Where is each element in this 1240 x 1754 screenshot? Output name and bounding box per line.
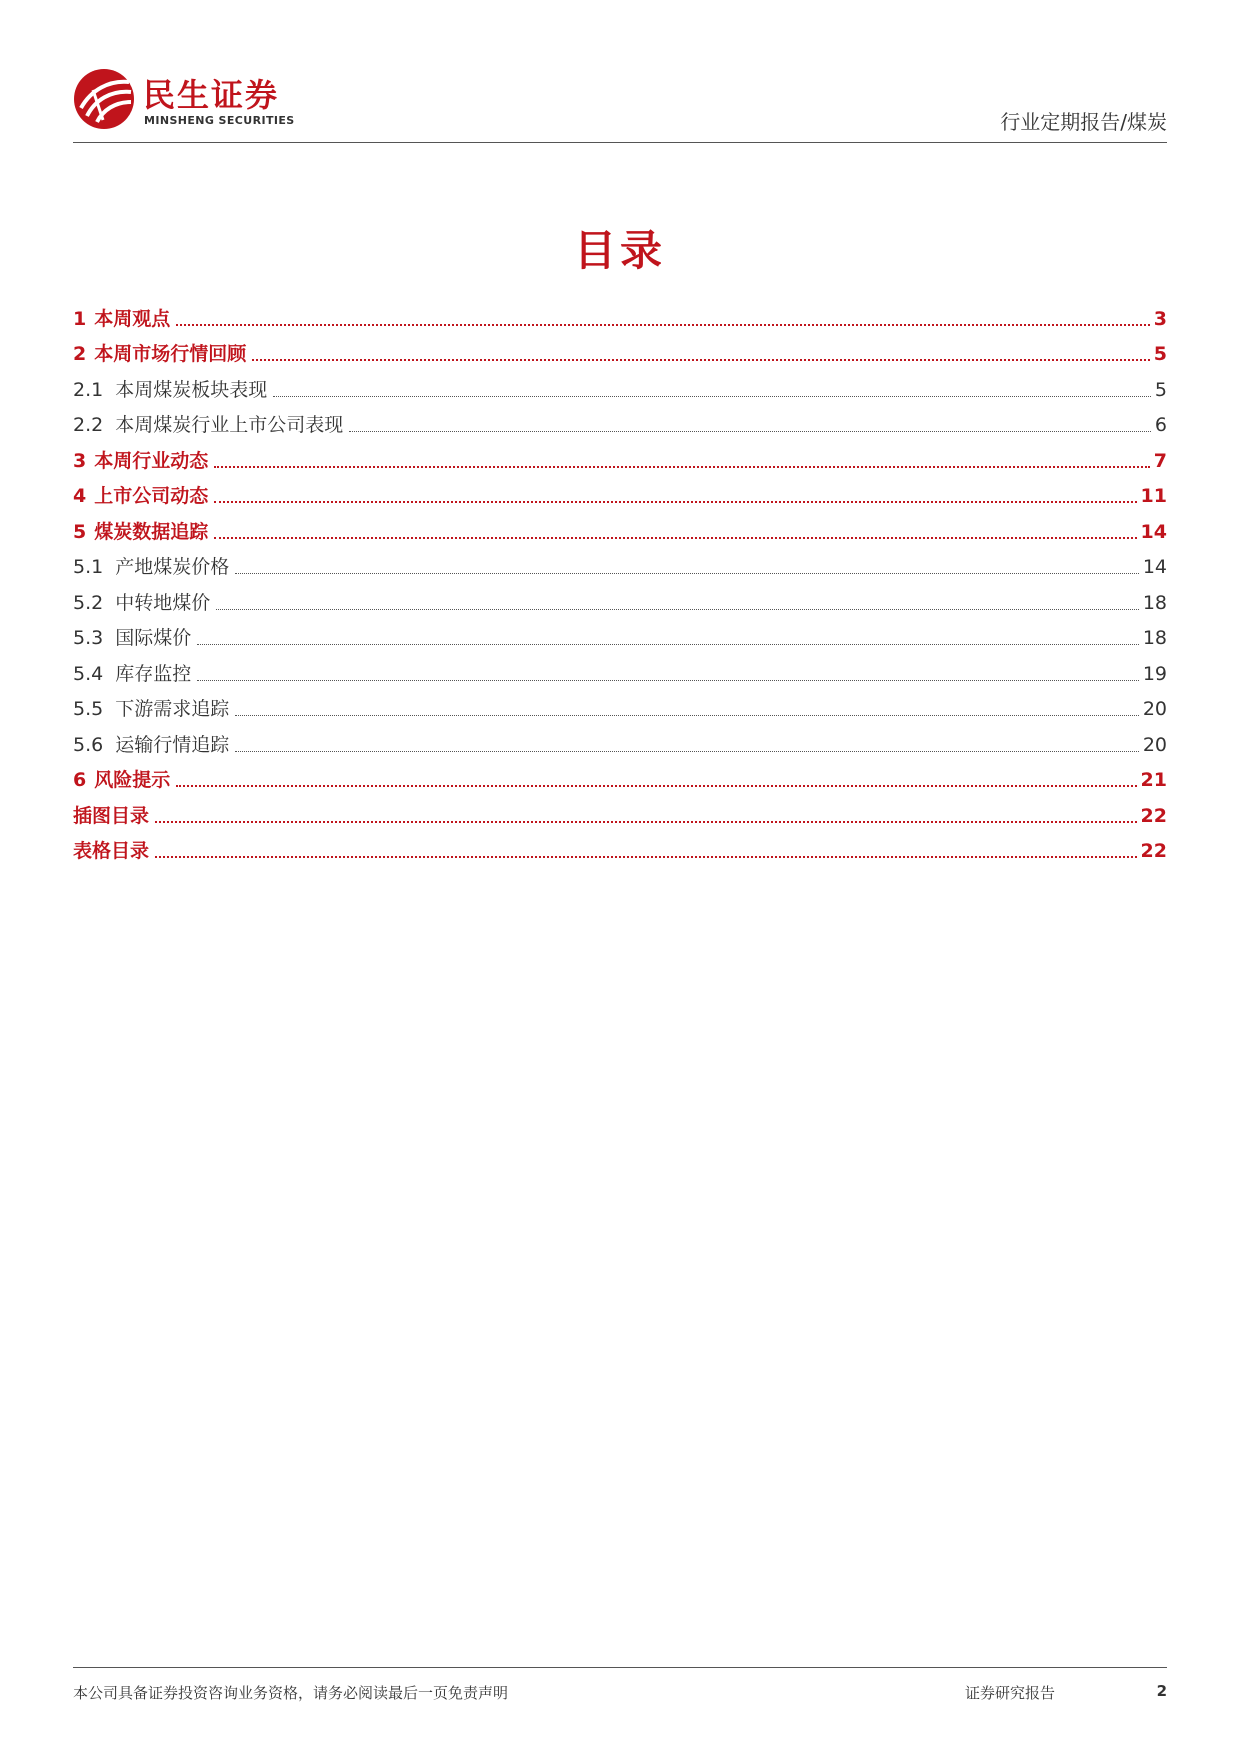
footer-disclaimer: 本公司具备证券投资咨询业务资格，请务必阅读最后一页免责声明 [73, 1684, 509, 1702]
toc-entry-label: 风险提示 [94, 769, 171, 791]
toc-entry-page: 5 [1154, 378, 1167, 401]
toc-dot-leader [197, 680, 1139, 681]
toc-entry-number: 5.2 [73, 591, 104, 614]
toc-dot-leader [214, 466, 1150, 468]
toc-entry-page: 22 [1140, 840, 1167, 862]
table-of-contents [73, 296, 1167, 864]
toc-dot-leader [273, 396, 1151, 397]
minsheng-logo-icon [73, 68, 135, 130]
toc-entry-label: 库存监控 [115, 662, 192, 685]
toc-entry-label: 下游需求追踪 [115, 698, 230, 720]
toc-entry[interactable] [73, 722, 1167, 758]
toc-entry[interactable] [73, 509, 1167, 545]
toc-entry-page: 3 [1153, 307, 1167, 330]
toc-entry[interactable] [73, 438, 1167, 474]
toc-entry-number: 2 [73, 343, 87, 365]
toc-dot-leader [235, 751, 1139, 752]
toc-entry[interactable] [73, 545, 1167, 581]
toc-dot-leader [214, 501, 1136, 503]
toc-entry-page: 5 [1153, 343, 1167, 365]
toc-dot-leader [176, 324, 1150, 326]
toc-dot-leader [216, 609, 1139, 610]
page-title: 目录 [573, 226, 666, 275]
toc-entry-page: 19 [1142, 662, 1167, 685]
toc-entry-number: 5 [73, 520, 87, 543]
toc-dot-leader [155, 856, 1137, 858]
toc-entry-number: 5.4 [73, 662, 104, 685]
page-number: 2 [1156, 1682, 1167, 1700]
toc-entry-page: 22 [1140, 804, 1167, 827]
toc-entry-number: 2.1 [73, 378, 104, 401]
toc-entry-page: 11 [1140, 485, 1167, 507]
toc-dot-leader [235, 573, 1139, 574]
logo-english-name: MINSHENG SECURITIES [144, 114, 295, 127]
toc-dot-leader [197, 644, 1139, 645]
toc-entry-page: 18 [1142, 591, 1167, 614]
toc-entry-label: 本周煤炭行业上市公司表现 [115, 414, 344, 436]
toc-entry-number: 5.1 [73, 556, 104, 578]
toc-entry-label: 插图目录 [73, 804, 150, 827]
toc-entry-number: 5.6 [73, 733, 104, 756]
footer-divider [73, 1667, 1167, 1668]
header-divider [73, 142, 1167, 143]
toc-dot-leader [349, 431, 1151, 432]
toc-dot-leader [176, 785, 1136, 787]
report-type: 行业定期报告/煤炭 [1000, 110, 1167, 134]
toc-entry[interactable] [73, 580, 1167, 616]
footer-doc-type: 证券研究报告 [965, 1684, 1056, 1702]
toc-dot-leader [235, 715, 1139, 716]
toc-entry[interactable] [73, 793, 1167, 829]
toc-entry[interactable] [73, 474, 1167, 510]
toc-entry-page: 6 [1154, 414, 1167, 436]
toc-entry-number: 3 [73, 449, 87, 472]
toc-entry-label: 产地煤炭价格 [115, 556, 230, 578]
logo-chinese-name: 民生证券 [143, 76, 280, 114]
toc-entry-page: 20 [1142, 698, 1167, 720]
toc-dot-leader [252, 359, 1150, 361]
toc-entry-number: 5.3 [73, 627, 104, 649]
toc-entry-label: 中转地煤价 [115, 591, 211, 614]
toc-entry-page: 21 [1140, 769, 1167, 791]
toc-entry[interactable] [73, 367, 1167, 403]
toc-entry[interactable] [73, 332, 1167, 368]
toc-entry[interactable] [73, 403, 1167, 439]
toc-entry-label: 本周煤炭板块表现 [115, 378, 268, 401]
toc-entry[interactable] [73, 296, 1167, 332]
toc-entry-label: 上市公司动态 [94, 485, 209, 507]
toc-entry[interactable] [73, 687, 1167, 723]
toc-entry-page: 20 [1142, 733, 1167, 756]
toc-entry-page: 14 [1140, 520, 1167, 543]
toc-entry-page: 18 [1142, 627, 1167, 649]
toc-entry[interactable] [73, 616, 1167, 652]
toc-dot-leader [155, 821, 1137, 823]
toc-entry-page: 14 [1142, 556, 1167, 578]
toc-entry[interactable] [73, 651, 1167, 687]
toc-entry-number: 2.2 [73, 414, 104, 436]
toc-entry-label: 表格目录 [73, 840, 150, 862]
toc-entry-label: 本周观点 [94, 307, 171, 330]
toc-entry-label: 本周市场行情回顾 [94, 343, 247, 365]
toc-entry[interactable] [73, 829, 1167, 865]
page-header [73, 68, 1167, 144]
toc-entry-number: 4 [73, 485, 87, 507]
toc-entry-label: 煤炭数据追踪 [94, 520, 209, 543]
toc-entry-number: 1 [73, 307, 87, 330]
toc-entry-label: 运输行情追踪 [115, 733, 230, 756]
toc-entry-page: 7 [1153, 449, 1167, 472]
toc-dot-leader [214, 537, 1136, 539]
toc-entry-number: 5.5 [73, 698, 104, 720]
toc-entry-label: 本周行业动态 [94, 449, 209, 472]
toc-entry[interactable] [73, 758, 1167, 794]
toc-entry-number: 6 [73, 769, 87, 791]
toc-entry-label: 国际煤价 [115, 627, 192, 649]
